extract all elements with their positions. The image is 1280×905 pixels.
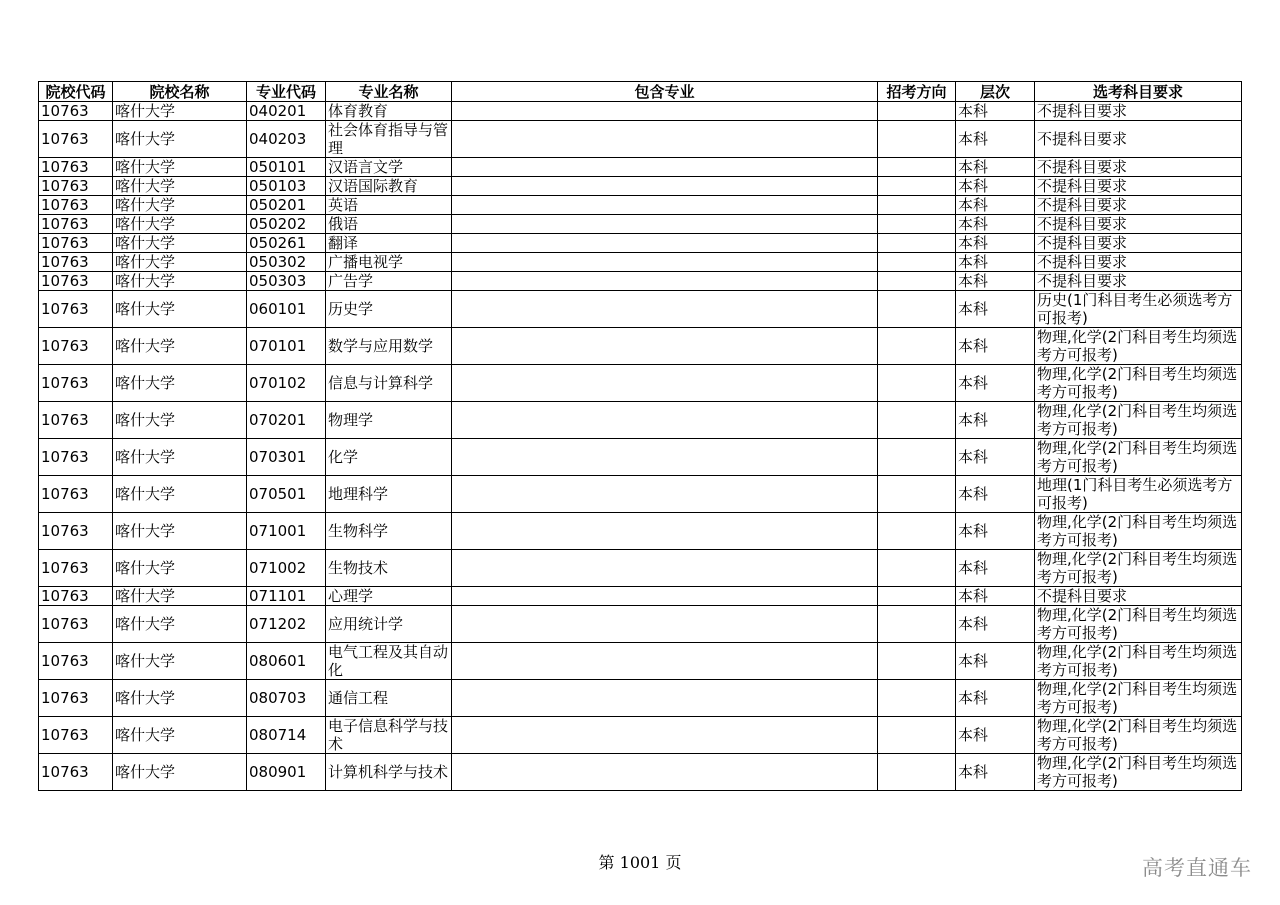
watermark-text: 高考直通车 [1142, 856, 1252, 880]
table-row [39, 643, 1242, 680]
cell-school-code: 10763 [39, 680, 113, 717]
cell-included-majors [452, 328, 878, 365]
cell-school-name: 喀什大学 [113, 253, 247, 272]
cell-school-name: 喀什大学 [113, 587, 247, 606]
cell-direction [878, 196, 956, 215]
header-school-code: 院校代码 [39, 82, 113, 102]
cell-school-name: 喀什大学 [113, 158, 247, 177]
cell-subject-requirement: 历史(1门科目考生必须选考方可报考) [1035, 291, 1242, 328]
cell-direction [878, 402, 956, 439]
cell-major-code: 070102 [247, 365, 326, 402]
cell-major-name: 心理学 [326, 587, 452, 606]
table-row [39, 606, 1242, 643]
table-row [39, 365, 1242, 402]
table-row [39, 513, 1242, 550]
cell-major-name: 应用统计学 [326, 606, 452, 643]
cell-direction [878, 513, 956, 550]
cell-direction [878, 215, 956, 234]
header-school-name: 院校名称 [113, 82, 247, 102]
cell-level: 本科 [956, 717, 1035, 754]
cell-direction [878, 717, 956, 754]
cell-school-code: 10763 [39, 253, 113, 272]
cell-major-code: 080601 [247, 643, 326, 680]
cell-major-name: 广告学 [326, 272, 452, 291]
cell-school-name: 喀什大学 [113, 272, 247, 291]
cell-school-name: 喀什大学 [113, 177, 247, 196]
cell-school-name: 喀什大学 [113, 439, 247, 476]
cell-major-code: 050101 [247, 158, 326, 177]
cell-level: 本科 [956, 253, 1035, 272]
cell-level: 本科 [956, 177, 1035, 196]
cell-level: 本科 [956, 158, 1035, 177]
header-subject-requirement: 选考科目要求 [1035, 82, 1242, 102]
table-row [39, 177, 1242, 196]
header-included-majors: 包含专业 [452, 82, 878, 102]
cell-direction [878, 291, 956, 328]
cell-included-majors [452, 754, 878, 791]
cell-major-code: 071202 [247, 606, 326, 643]
cell-school-code: 10763 [39, 291, 113, 328]
table-row [39, 680, 1242, 717]
cell-subject-requirement: 不提科目要求 [1035, 253, 1242, 272]
cell-major-code: 071001 [247, 513, 326, 550]
cell-major-code: 050302 [247, 253, 326, 272]
table-row [39, 402, 1242, 439]
table-row [39, 550, 1242, 587]
cell-major-code: 070501 [247, 476, 326, 513]
cell-direction [878, 121, 956, 158]
cell-school-code: 10763 [39, 272, 113, 291]
cell-school-code: 10763 [39, 476, 113, 513]
cell-major-code: 071002 [247, 550, 326, 587]
cell-major-name: 电气工程及其自动化 [326, 643, 452, 680]
cell-included-majors [452, 121, 878, 158]
cell-school-code: 10763 [39, 234, 113, 253]
table-row [39, 102, 1242, 121]
cell-level: 本科 [956, 102, 1035, 121]
cell-included-majors [452, 402, 878, 439]
cell-level: 本科 [956, 439, 1035, 476]
cell-direction [878, 439, 956, 476]
cell-included-majors [452, 439, 878, 476]
header-direction: 招考方向 [878, 82, 956, 102]
cell-major-code: 050201 [247, 196, 326, 215]
cell-subject-requirement: 物理,化学(2门科目考生均须选考方可报考) [1035, 550, 1242, 587]
cell-direction [878, 234, 956, 253]
table-row [39, 158, 1242, 177]
cell-major-name: 翻译 [326, 234, 452, 253]
table-row [39, 717, 1242, 754]
cell-school-name: 喀什大学 [113, 291, 247, 328]
cell-school-name: 喀什大学 [113, 328, 247, 365]
table-row [39, 272, 1242, 291]
cell-included-majors [452, 291, 878, 328]
cell-subject-requirement: 不提科目要求 [1035, 234, 1242, 253]
cell-level: 本科 [956, 234, 1035, 253]
cell-school-code: 10763 [39, 365, 113, 402]
cell-included-majors [452, 587, 878, 606]
cell-school-name: 喀什大学 [113, 606, 247, 643]
cell-subject-requirement: 物理,化学(2门科目考生均须选考方可报考) [1035, 439, 1242, 476]
cell-subject-requirement: 物理,化学(2门科目考生均须选考方可报考) [1035, 513, 1242, 550]
cell-major-name: 俄语 [326, 215, 452, 234]
cell-school-name: 喀什大学 [113, 365, 247, 402]
cell-major-name: 化学 [326, 439, 452, 476]
cell-included-majors [452, 158, 878, 177]
cell-included-majors [452, 606, 878, 643]
cell-subject-requirement: 不提科目要求 [1035, 177, 1242, 196]
cell-major-code: 070101 [247, 328, 326, 365]
cell-subject-requirement: 不提科目要求 [1035, 587, 1242, 606]
cell-major-name: 体育教育 [326, 102, 452, 121]
cell-major-name: 生物技术 [326, 550, 452, 587]
cell-school-code: 10763 [39, 158, 113, 177]
cell-major-name: 数学与应用数学 [326, 328, 452, 365]
cell-level: 本科 [956, 606, 1035, 643]
cell-subject-requirement: 地理(1门科目考生必须选考方可报考) [1035, 476, 1242, 513]
cell-subject-requirement: 物理,化学(2门科目考生均须选考方可报考) [1035, 402, 1242, 439]
cell-level: 本科 [956, 291, 1035, 328]
cell-school-name: 喀什大学 [113, 102, 247, 121]
cell-school-name: 喀什大学 [113, 234, 247, 253]
cell-school-code: 10763 [39, 754, 113, 791]
cell-direction [878, 476, 956, 513]
cell-direction [878, 177, 956, 196]
cell-school-name: 喀什大学 [113, 402, 247, 439]
cell-included-majors [452, 196, 878, 215]
cell-level: 本科 [956, 680, 1035, 717]
cell-major-code: 080703 [247, 680, 326, 717]
cell-level: 本科 [956, 121, 1035, 158]
header-major-name: 专业名称 [326, 82, 452, 102]
enrollment-table [38, 81, 1242, 791]
cell-subject-requirement: 不提科目要求 [1035, 272, 1242, 291]
cell-level: 本科 [956, 328, 1035, 365]
cell-school-name: 喀什大学 [113, 121, 247, 158]
table-row [39, 439, 1242, 476]
cell-level: 本科 [956, 550, 1035, 587]
cell-school-code: 10763 [39, 717, 113, 754]
cell-direction [878, 158, 956, 177]
table-row [39, 476, 1242, 513]
table-row [39, 328, 1242, 365]
cell-subject-requirement: 物理,化学(2门科目考生均须选考方可报考) [1035, 754, 1242, 791]
cell-school-name: 喀什大学 [113, 550, 247, 587]
cell-major-code: 070201 [247, 402, 326, 439]
cell-major-name: 汉语言文学 [326, 158, 452, 177]
cell-subject-requirement: 不提科目要求 [1035, 121, 1242, 158]
cell-included-majors [452, 550, 878, 587]
cell-school-code: 10763 [39, 328, 113, 365]
cell-direction [878, 680, 956, 717]
cell-included-majors [452, 177, 878, 196]
cell-major-code: 070301 [247, 439, 326, 476]
cell-major-name: 通信工程 [326, 680, 452, 717]
cell-school-name: 喀什大学 [113, 680, 247, 717]
cell-major-code: 050202 [247, 215, 326, 234]
cell-major-name: 生物科学 [326, 513, 452, 550]
cell-included-majors [452, 102, 878, 121]
cell-school-name: 喀什大学 [113, 513, 247, 550]
cell-school-code: 10763 [39, 177, 113, 196]
cell-major-code: 080714 [247, 717, 326, 754]
cell-included-majors [452, 272, 878, 291]
cell-direction [878, 606, 956, 643]
cell-major-code: 060101 [247, 291, 326, 328]
cell-school-code: 10763 [39, 587, 113, 606]
cell-subject-requirement: 物理,化学(2门科目考生均须选考方可报考) [1035, 717, 1242, 754]
cell-major-code: 080901 [247, 754, 326, 791]
cell-level: 本科 [956, 402, 1035, 439]
cell-major-name: 电子信息科学与技术 [326, 717, 452, 754]
cell-included-majors [452, 643, 878, 680]
table-row [39, 196, 1242, 215]
cell-included-majors [452, 513, 878, 550]
cell-level: 本科 [956, 513, 1035, 550]
cell-subject-requirement: 不提科目要求 [1035, 196, 1242, 215]
table-row [39, 291, 1242, 328]
table-row [39, 754, 1242, 791]
cell-level: 本科 [956, 476, 1035, 513]
cell-level: 本科 [956, 215, 1035, 234]
table-row [39, 215, 1242, 234]
cell-subject-requirement: 物理,化学(2门科目考生均须选考方可报考) [1035, 606, 1242, 643]
cell-direction [878, 365, 956, 402]
cell-school-name: 喀什大学 [113, 476, 247, 513]
cell-major-name: 社会体育指导与管理 [326, 121, 452, 158]
cell-major-code: 040201 [247, 102, 326, 121]
cell-direction [878, 550, 956, 587]
cell-school-code: 10763 [39, 643, 113, 680]
cell-level: 本科 [956, 587, 1035, 606]
cell-school-code: 10763 [39, 402, 113, 439]
cell-school-name: 喀什大学 [113, 643, 247, 680]
header-major-code: 专业代码 [247, 82, 326, 102]
cell-direction [878, 587, 956, 606]
cell-included-majors [452, 234, 878, 253]
cell-major-code: 050303 [247, 272, 326, 291]
cell-subject-requirement: 物理,化学(2门科目考生均须选考方可报考) [1035, 328, 1242, 365]
cell-direction [878, 643, 956, 680]
cell-school-code: 10763 [39, 606, 113, 643]
cell-level: 本科 [956, 272, 1035, 291]
cell-subject-requirement: 物理,化学(2门科目考生均须选考方可报考) [1035, 365, 1242, 402]
cell-included-majors [452, 215, 878, 234]
cell-major-name: 信息与计算科学 [326, 365, 452, 402]
cell-included-majors [452, 365, 878, 402]
cell-included-majors [452, 717, 878, 754]
cell-subject-requirement: 物理,化学(2门科目考生均须选考方可报考) [1035, 643, 1242, 680]
cell-school-name: 喀什大学 [113, 215, 247, 234]
cell-subject-requirement: 不提科目要求 [1035, 215, 1242, 234]
cell-level: 本科 [956, 365, 1035, 402]
cell-major-name: 广播电视学 [326, 253, 452, 272]
cell-included-majors [452, 253, 878, 272]
cell-school-name: 喀什大学 [113, 717, 247, 754]
cell-level: 本科 [956, 643, 1035, 680]
cell-direction [878, 102, 956, 121]
cell-subject-requirement: 物理,化学(2门科目考生均须选考方可报考) [1035, 680, 1242, 717]
cell-direction [878, 754, 956, 791]
cell-direction [878, 272, 956, 291]
cell-included-majors [452, 476, 878, 513]
cell-level: 本科 [956, 754, 1035, 791]
page-number: 第 1001 页 [598, 853, 682, 872]
cell-school-code: 10763 [39, 550, 113, 587]
cell-major-code: 040203 [247, 121, 326, 158]
cell-school-code: 10763 [39, 513, 113, 550]
cell-school-name: 喀什大学 [113, 196, 247, 215]
cell-major-name: 地理科学 [326, 476, 452, 513]
cell-major-name: 英语 [326, 196, 452, 215]
cell-major-code: 071101 [247, 587, 326, 606]
cell-school-code: 10763 [39, 215, 113, 234]
table-row [39, 121, 1242, 158]
table-row [39, 587, 1242, 606]
cell-school-name: 喀什大学 [113, 754, 247, 791]
cell-major-name: 物理学 [326, 402, 452, 439]
cell-major-name: 计算机科学与技术 [326, 754, 452, 791]
cell-major-code: 050103 [247, 177, 326, 196]
cell-subject-requirement: 不提科目要求 [1035, 158, 1242, 177]
cell-included-majors [452, 680, 878, 717]
cell-school-code: 10763 [39, 121, 113, 158]
table-row [39, 234, 1242, 253]
cell-major-name: 汉语国际教育 [326, 177, 452, 196]
table-body [39, 102, 1242, 791]
cell-subject-requirement: 不提科目要求 [1035, 102, 1242, 121]
cell-direction [878, 253, 956, 272]
cell-major-code: 050261 [247, 234, 326, 253]
cell-school-code: 10763 [39, 439, 113, 476]
cell-direction [878, 328, 956, 365]
table-header-row [39, 82, 1242, 102]
cell-school-code: 10763 [39, 102, 113, 121]
table-row [39, 253, 1242, 272]
cell-major-name: 历史学 [326, 291, 452, 328]
cell-level: 本科 [956, 196, 1035, 215]
cell-school-code: 10763 [39, 196, 113, 215]
header-level: 层次 [956, 82, 1035, 102]
